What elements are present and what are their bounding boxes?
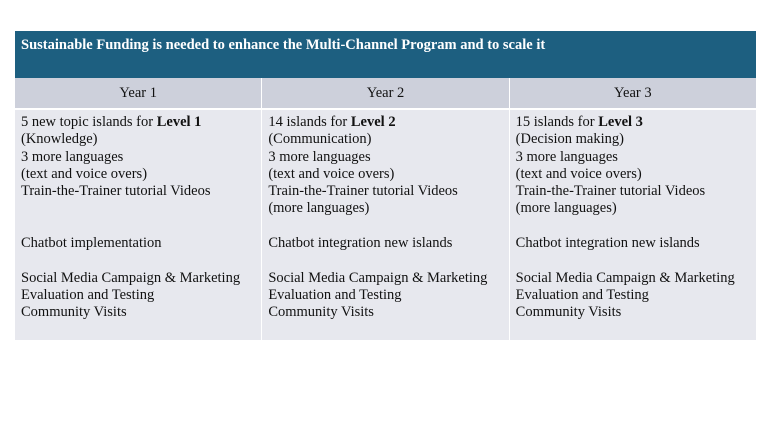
spacer — [21, 200, 255, 217]
tutorial-note: (more languages) — [268, 200, 370, 217]
funding-table — [15, 31, 756, 340]
spacer — [21, 218, 255, 235]
languages-line: 3 more languages — [268, 148, 371, 165]
chatbot-line: Chatbot implementation — [21, 235, 162, 252]
level-line — [268, 114, 502, 131]
languages-line: 3 more languages — [515, 148, 618, 165]
table-title: Sustainable Funding is needed to enhance the Multi-Channel Program and to scale it — [15, 31, 756, 78]
level-name: Level 2 — [350, 114, 396, 130]
evaluation-line: Evaluation and Testing — [268, 286, 402, 303]
level-name: Level 3 — [598, 114, 643, 130]
spacer — [516, 218, 750, 235]
year-1-header: Year 1 — [119, 85, 157, 101]
level-description: (Knowledge) — [21, 131, 98, 148]
level-prefix: 15 islands for — [515, 114, 599, 130]
chatbot-line: Chatbot integration new islands — [268, 235, 453, 252]
spacer — [268, 252, 502, 269]
level-line — [516, 114, 750, 131]
community-line: Community Visits — [268, 304, 374, 321]
languages-line: 3 more languages — [21, 148, 124, 165]
year-2-header: Year 2 — [261, 78, 508, 108]
spacer — [268, 218, 502, 235]
chatbot-line: Chatbot integration new islands — [515, 235, 700, 252]
evaluation-line: Evaluation and Testing — [21, 286, 155, 303]
social-line: Social Media Campaign & Marketing — [21, 269, 241, 286]
level-prefix: 14 islands for — [268, 114, 351, 130]
year-3-header: Year 3 — [509, 78, 756, 108]
year-3-plan — [509, 110, 756, 340]
community-line: Community Visits — [21, 304, 127, 321]
tutorial-line: Train-the-Trainer tutorial Videos — [515, 183, 706, 200]
languages-note: (text and voice overs) — [515, 165, 642, 182]
languages-note: (text and voice overs) — [21, 165, 148, 182]
level-description: (Decision making) — [515, 131, 624, 148]
community-line: Community Visits — [515, 304, 622, 321]
level-prefix: 5 new topic islands for — [21, 114, 157, 130]
year-2-plan — [261, 110, 508, 340]
plan-row — [15, 108, 756, 340]
level-line — [21, 114, 255, 131]
tutorial-note: (more languages) — [515, 200, 617, 217]
social-line: Social Media Campaign & Marketing — [268, 269, 488, 286]
languages-note: (text and voice overs) — [268, 165, 395, 182]
evaluation-line: Evaluation and Testing — [515, 286, 649, 303]
year-1-plan — [15, 110, 261, 340]
level-description: (Communication) — [268, 131, 372, 148]
spacer — [21, 252, 255, 269]
tutorial-line: Train-the-Trainer tutorial Videos — [21, 183, 211, 200]
tutorial-line: Train-the-Trainer tutorial Videos — [268, 183, 458, 200]
level-name: Level 1 — [156, 114, 202, 130]
year-header-row — [15, 78, 756, 108]
social-line: Social Media Campaign & Marketing — [515, 269, 735, 286]
spacer — [516, 252, 750, 269]
